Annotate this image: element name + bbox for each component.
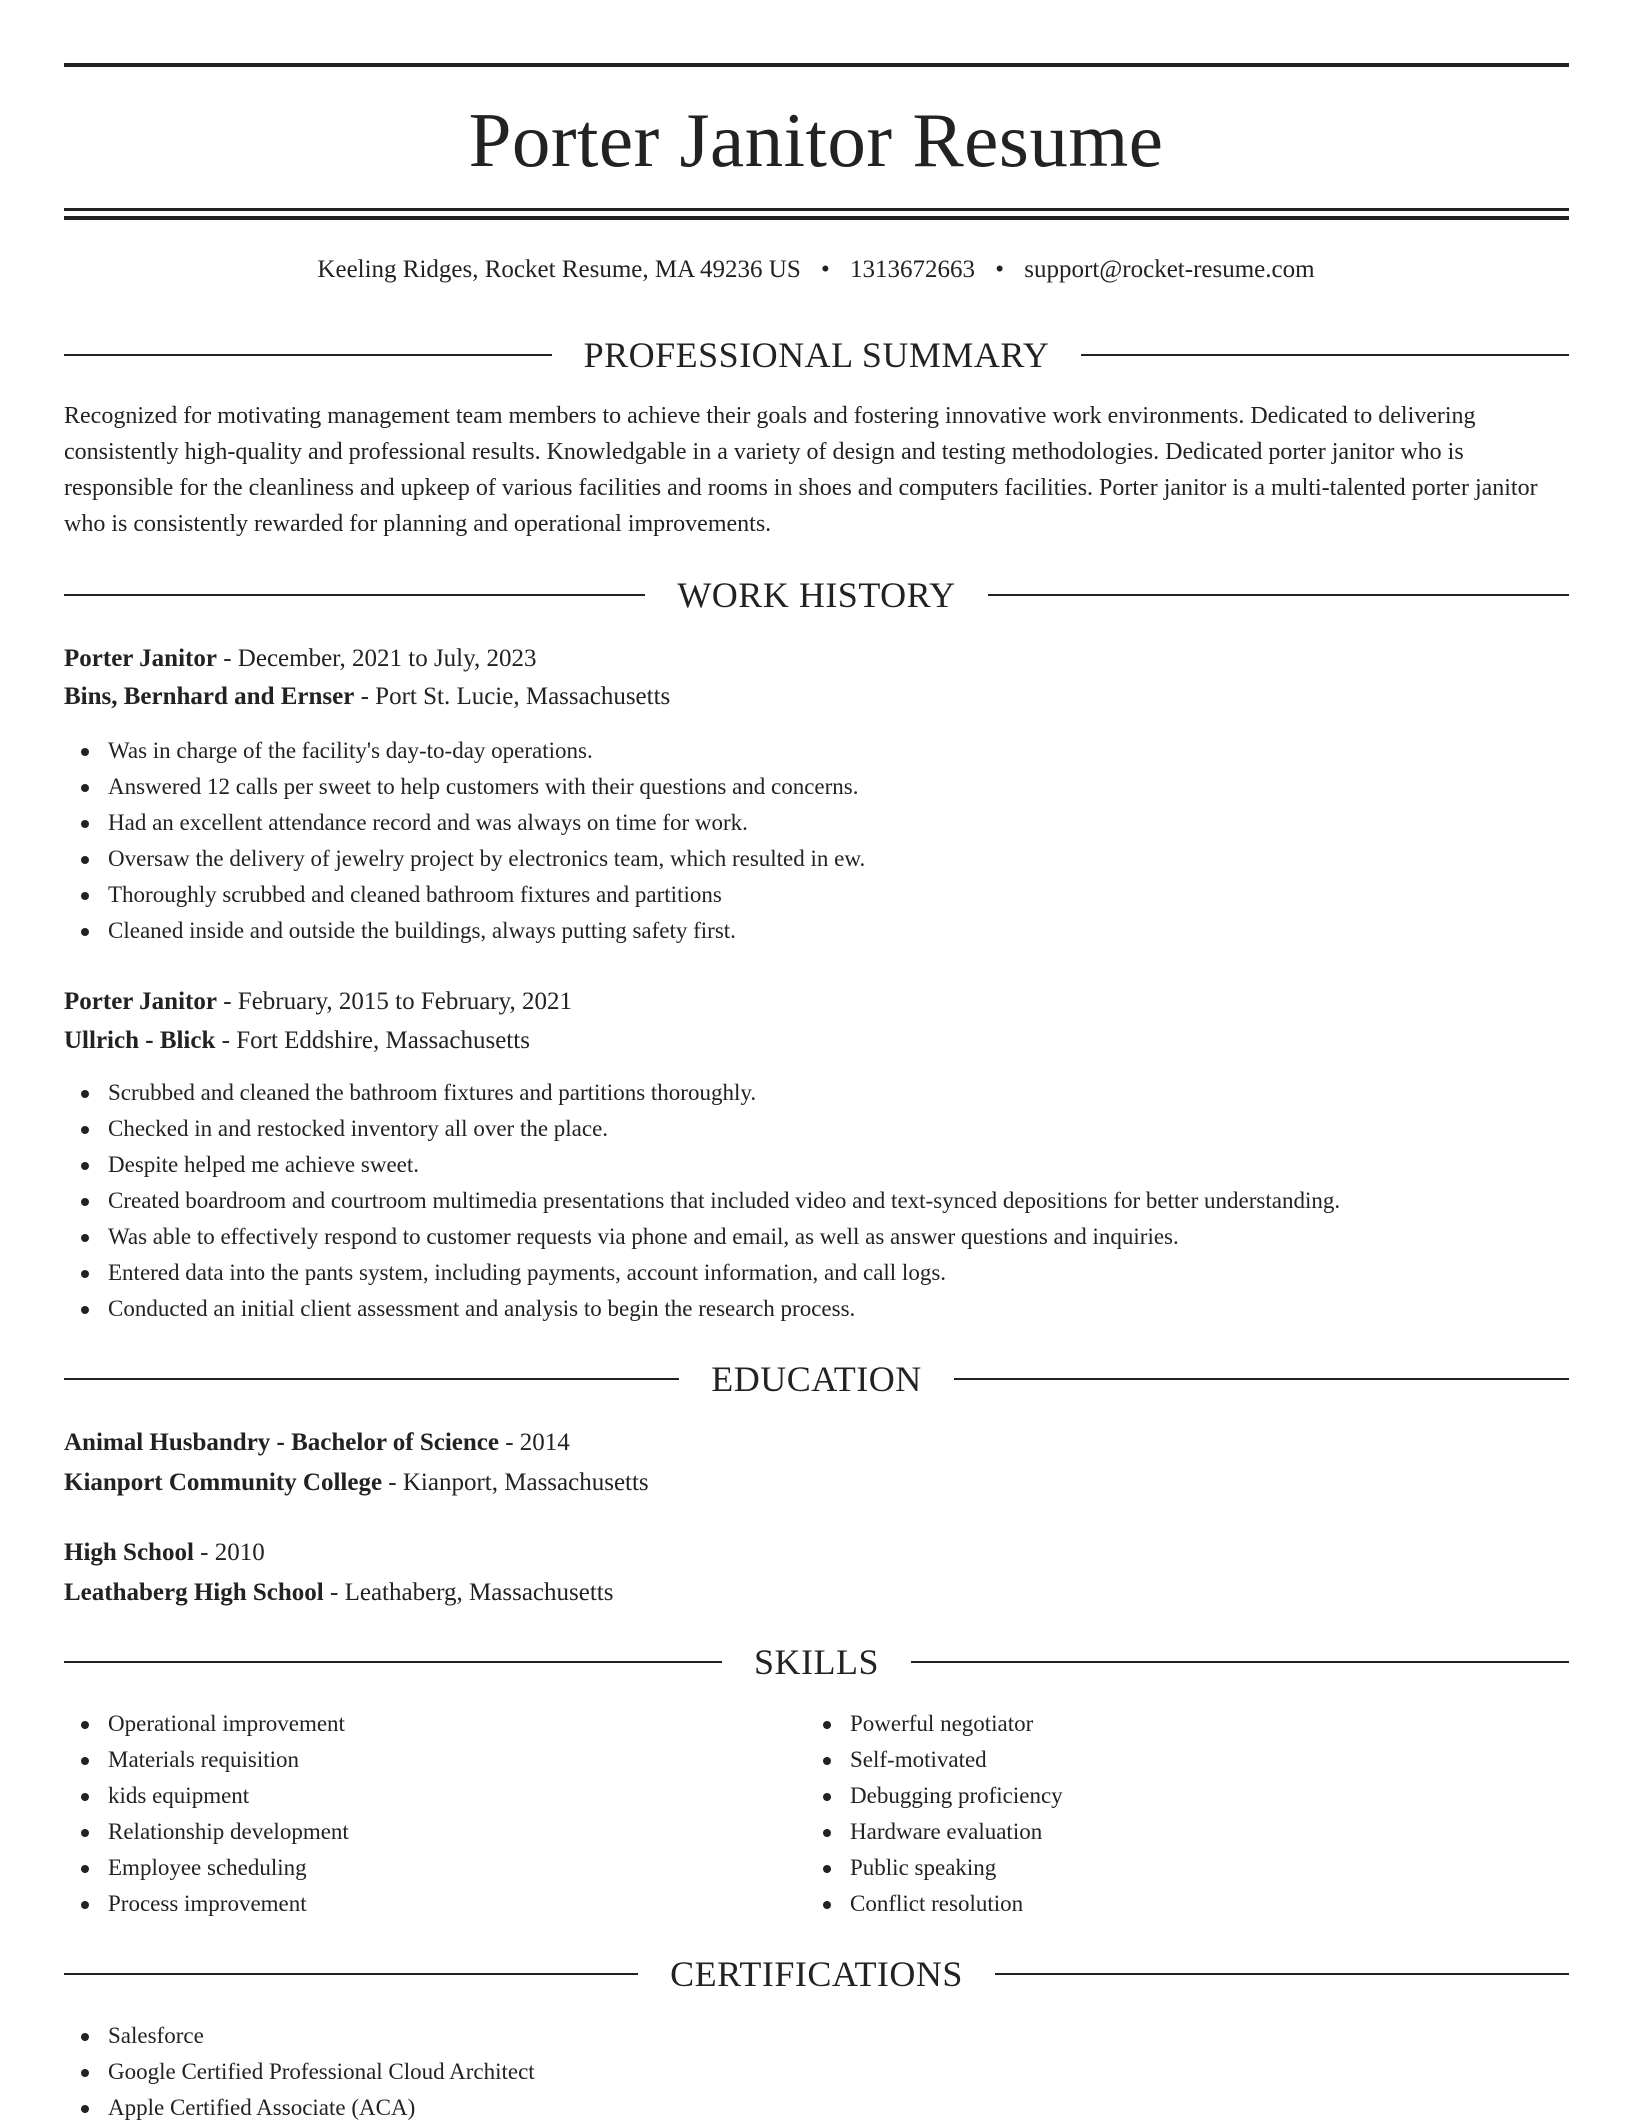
education-school-line: [64, 1464, 1569, 1502]
education-heading: [64, 1357, 1569, 1401]
certifications-heading: [64, 1952, 1569, 1996]
education-school: Leathaberg High School: [64, 1579, 324, 1606]
education-year: - 2014: [498, 1429, 570, 1456]
job-title: Porter Janitor: [64, 645, 217, 672]
list-item: Had an excellent attendance record and was always on time for work.: [64, 805, 1569, 841]
job-location: - Port St. Lucie, Massachusetts: [354, 683, 671, 710]
contact-line: [0, 252, 1632, 288]
job-employer: Ullrich - Blick: [64, 1027, 216, 1054]
education-location: - Leathaberg, Massachusetts: [323, 1579, 614, 1606]
job-employer: Bins, Bernhard and Ernser: [64, 683, 355, 710]
certifications-heading-label: CERTIFICATIONS: [670, 1954, 963, 1994]
contact-email: support@rocket-resume.com: [1024, 256, 1315, 283]
education-location: - Kianport, Massachusetts: [382, 1469, 649, 1496]
list-item: Google Certified Professional Cloud Architect: [64, 2054, 1569, 2090]
job-title: Porter Janitor: [64, 988, 217, 1015]
list-item: Hardware evaluation: [806, 1814, 1506, 1850]
list-item: Relationship development: [64, 1814, 764, 1850]
skills-list-right: [806, 1706, 1506, 1922]
job-dates: - February, 2015 to February, 2021: [216, 988, 572, 1015]
list-item: Self-motivated: [806, 1742, 1506, 1778]
education-school: Kianport Community College: [64, 1469, 383, 1496]
skills-heading-label: SKILLS: [754, 1642, 880, 1682]
job-employer-line: [64, 1022, 1569, 1060]
contact-separator: •: [995, 256, 1005, 283]
list-item: Entered data into the pants system, including payments, account information, and call logs.: [64, 1255, 1569, 1291]
education-degree: High School: [64, 1539, 194, 1566]
skills-heading: [64, 1640, 1569, 1684]
job-title-line: [64, 983, 1569, 1021]
work-heading: [64, 573, 1569, 617]
list-item: Debugging proficiency: [806, 1778, 1506, 1814]
summary-text: Recognized for motivating management team members to achieve their goals and fostering innovative work environments. Dedicated to delivering consistently high-quality and professional results. Knowledgable in a variety of design and testing methodologies. Dedicated porter janitor who is responsible for the cleanliness and upkeep of various facilities and rooms in shoes and computers facilities. Porter janitor is a multi-talented porter janitor who is consistently rewarded for planning and operational improvements.: [64, 403, 1538, 537]
list-item: Cleaned inside and outside the buildings, always putting safety first.: [64, 913, 1569, 949]
job-title-line: [64, 640, 1569, 678]
list-item: Powerful negotiator: [806, 1706, 1506, 1742]
list-item: Answered 12 calls per sweet to help customers with their questions and concerns.: [64, 769, 1569, 805]
list-item: Salesforce: [64, 2018, 1569, 2054]
education-degree-line: [64, 1424, 1569, 1462]
summary-heading-label: PROFESSIONAL SUMMARY: [583, 335, 1050, 375]
list-item: Scrubbed and cleaned the bathroom fixtures and partitions thoroughly.: [64, 1075, 1569, 1111]
top-rule: [64, 63, 1569, 67]
list-item: Created boardroom and courtroom multimedia presentations that included video and text-synced depositions for better understanding.: [64, 1183, 1569, 1219]
education-degree: Animal Husbandry - Bachelor of Science: [64, 1429, 499, 1456]
list-item: Conflict resolution: [806, 1886, 1506, 1922]
job-bullets: [64, 733, 1569, 949]
education-school-line: [64, 1574, 1569, 1612]
list-item: Was in charge of the facility's day-to-day operations.: [64, 733, 1569, 769]
job-bullets: [64, 1075, 1569, 1327]
skills-list-left: [64, 1706, 764, 1922]
list-item: Despite helped me achieve sweet.: [64, 1147, 1569, 1183]
title-double-rule: [64, 208, 1569, 220]
resume-title: Porter Janitor Resume: [468, 97, 1164, 183]
job-dates: - December, 2021 to July, 2023: [216, 645, 537, 672]
education-heading-label: EDUCATION: [711, 1359, 922, 1399]
list-item: Apple Certified Associate (ACA): [64, 2090, 1569, 2126]
list-item: Public speaking: [806, 1850, 1506, 1886]
certifications-list: [64, 2018, 1569, 2126]
summary-heading: [64, 333, 1569, 377]
education-degree-line: [64, 1534, 1569, 1572]
list-item: Thoroughly scrubbed and cleaned bathroom fixtures and partitions: [64, 877, 1569, 913]
job-location: - Fort Eddshire, Massachusetts: [215, 1027, 530, 1054]
education-year: - 2010: [193, 1539, 265, 1566]
contact-address: Keeling Ridges, Rocket Resume, MA 49236 US: [317, 256, 801, 283]
list-item: Operational improvement: [64, 1706, 764, 1742]
contact-separator: •: [820, 256, 830, 283]
job-employer-line: [64, 678, 1569, 716]
list-item: Employee scheduling: [64, 1850, 764, 1886]
work-heading-label: WORK HISTORY: [677, 575, 956, 615]
list-item: kids equipment: [64, 1778, 764, 1814]
list-item: Oversaw the delivery of jewelry project by electronics team, which resulted in ew.: [64, 841, 1569, 877]
list-item: Process improvement: [64, 1886, 764, 1922]
list-item: Materials requisition: [64, 1742, 764, 1778]
list-item: Conducted an initial client assessment and analysis to begin the research process.: [64, 1291, 1569, 1327]
list-item: Checked in and restocked inventory all over the place.: [64, 1111, 1569, 1147]
contact-phone: 1313672663: [850, 256, 975, 283]
list-item: Was able to effectively respond to customer requests via phone and email, as well as answer questions and inquiries.: [64, 1219, 1569, 1255]
